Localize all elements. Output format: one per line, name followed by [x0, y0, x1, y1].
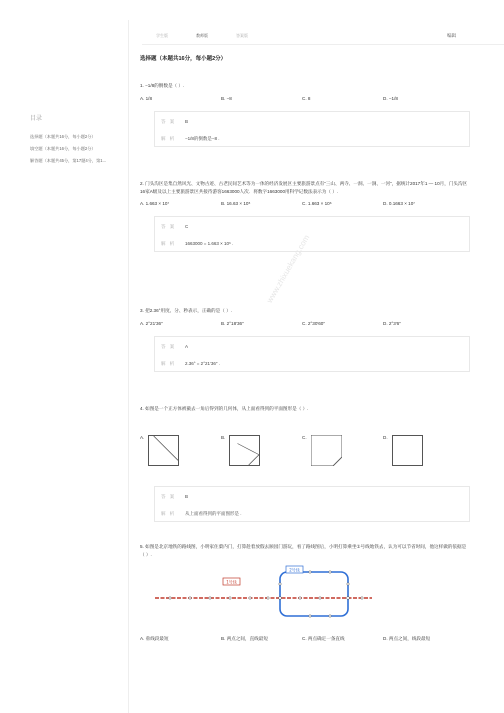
option-c[interactable]: C. 8 — [302, 95, 311, 101]
toc-item-choice[interactable]: 选择题（本题共16分，每小题2分） — [30, 134, 96, 139]
figure-options — [140, 435, 470, 466]
question-2 — [140, 180, 470, 252]
top-bar — [128, 0, 504, 46]
edit-button[interactable]: 编辑 — [447, 33, 456, 38]
option-c[interactable]: C. 1.663 × 10⁶ — [302, 201, 332, 206]
options — [140, 636, 470, 642]
option-a-label: A. — [140, 434, 145, 440]
option-d[interactable]: D. 0.1663 × 10⁷ — [383, 201, 415, 206]
options — [140, 321, 470, 326]
section-title: 选择题（本题共16分，每小题2分） — [140, 56, 227, 62]
question-stem: 3. 把2.36°用度、分、秒表示，正确的是（ ）. — [140, 308, 232, 313]
answer-label: 答 案 — [161, 224, 176, 229]
option-a[interactable]: A. 1/8 — [140, 95, 153, 101]
option-d[interactable]: D. 两点之间，线段最短 — [383, 636, 431, 641]
analysis-label: 解 析 — [161, 360, 176, 366]
question-5 — [140, 543, 470, 642]
tab-answer[interactable]: 答案版 — [236, 33, 248, 38]
option-b[interactable]: B. 两点之间，直线最短 — [221, 636, 268, 641]
question-4 — [140, 405, 470, 522]
options — [140, 96, 470, 101]
question-3 — [140, 307, 470, 372]
subway-map-figure — [150, 564, 376, 624]
line-2-label: 2号线 — [289, 567, 300, 573]
analysis-text: 1663000 = 1.663 × 10⁶ . — [185, 241, 234, 246]
question-stem: 2. 门头沟区是集自然风光、文物古迹、古老民间艺术等为一体的经济发展区主要旅游景点有“三山、两寺、一洞、一涧、一河”，据统计2017年1 — 10月，门头沟区16家A级及以上主要旅游景区共接待游客1663000人次．将数字1663000用科学记数法表示为（ ）. — [140, 181, 468, 194]
square-figure-b — [229, 435, 260, 466]
option-a[interactable]: A. 垂线段最短 — [140, 636, 169, 641]
option-b[interactable] — [221, 435, 302, 466]
answer-value: A — [185, 343, 189, 349]
option-d[interactable]: D. −1/8 — [383, 95, 398, 101]
toc-title: 目录 — [30, 116, 43, 122]
answer-value: B — [185, 118, 189, 124]
toc-item-solve[interactable]: 解答题（本题共45分，第17题4分，第1... — [30, 158, 107, 163]
option-c-label: C. — [302, 434, 307, 440]
header-divider — [142, 44, 504, 45]
sidebar-divider — [128, 20, 129, 713]
option-a[interactable]: A. 1.663 × 10⁷ — [140, 201, 170, 206]
analysis-label: 解 析 — [161, 510, 176, 516]
answer-box — [154, 216, 470, 252]
option-c[interactable]: C. 2°30′60″ — [302, 320, 325, 326]
toc-item-fill[interactable]: 填空题（本题共16分，每小题2分） — [30, 146, 96, 151]
answer-label: 答 案 — [161, 493, 176, 499]
analysis-label: 解 析 — [161, 241, 176, 246]
answer-label: 答 案 — [161, 343, 176, 349]
analysis-text: 2.36° = 2°21′36″ . — [185, 360, 220, 366]
option-d[interactable] — [383, 435, 464, 466]
analysis-text: −1/8的倒数是−8 . — [185, 135, 220, 141]
option-c[interactable] — [302, 435, 383, 466]
answer-box — [154, 486, 470, 522]
option-d-label: D. — [383, 434, 388, 440]
answer-label: 答 案 — [161, 118, 176, 124]
answer-box — [154, 336, 470, 372]
options — [140, 201, 470, 206]
analysis-label: 解 析 — [161, 135, 176, 141]
answer-box — [154, 111, 470, 147]
table-of-contents — [30, 113, 125, 170]
question-stem: 1. −1/8的倒数是（ ）. — [140, 83, 185, 88]
square-figure-a — [148, 435, 179, 466]
version-tabs — [142, 33, 262, 39]
option-b[interactable]: B. −8 — [221, 95, 232, 101]
option-b-label: B. — [221, 434, 226, 440]
option-b[interactable]: B. 2°18′36″ — [221, 320, 244, 326]
option-d[interactable]: D. 2°3′6″ — [383, 320, 401, 326]
answer-value: B — [185, 493, 189, 499]
line-1-label: 1号线 — [226, 579, 237, 585]
tab-student[interactable]: 学生版 — [156, 33, 168, 38]
square-figure-c — [311, 435, 342, 466]
question-stem: 5. 如图是北京地铁的路线图，小明家住菓内门，打算趁着放假去颐园门游玩，看了路线图后，小明打算乘坐①号线地铁去，认为可以节省时间，他这样做的依据是（ ）. — [140, 544, 467, 557]
option-b[interactable]: B. 16.63 × 10⁵ — [221, 201, 251, 206]
option-a[interactable]: A. 2°21′36″ — [140, 320, 163, 326]
option-a[interactable] — [140, 435, 221, 466]
watermark: www.zhixuekang.com — [265, 233, 312, 305]
answer-value: C — [185, 224, 189, 229]
square-figure-d — [392, 435, 423, 466]
analysis-text: 从上面看得到的平面图形是 . — [185, 510, 242, 516]
question-1 — [140, 82, 470, 147]
question-stem: 4. 如图是一个正方体被截去一角后得到的几何体，从上面看得到的平面图形是（ ）. — [140, 406, 309, 411]
option-c[interactable]: C. 两点确定一条直线 — [302, 636, 345, 641]
tab-teacher[interactable]: 教师版 — [196, 33, 208, 38]
